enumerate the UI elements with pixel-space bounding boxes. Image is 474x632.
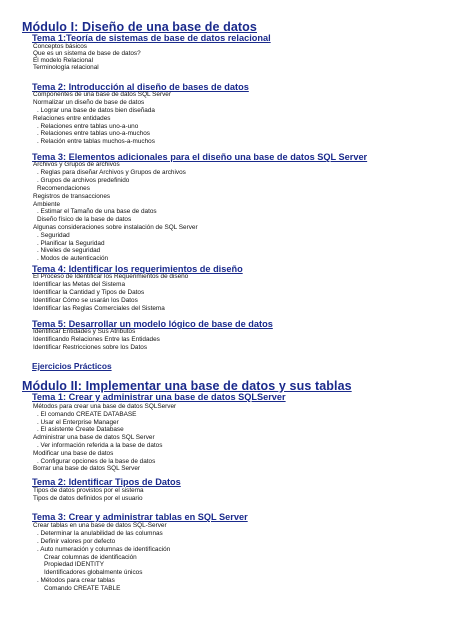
list-item: . Configurar opciones de la base de datos — [37, 457, 156, 465]
list-item: Propiedad IDENTITY — [44, 561, 105, 569]
list-item: . Estimar el Tamaño de una base de datos — [37, 208, 157, 216]
list-item: . Lograr una base de datos bien diseñada — [37, 107, 155, 114]
list-item: Métodos para crear una base de datos SQLServer — [33, 403, 177, 410]
list-item: Borrar una base de datos SQL Server — [33, 465, 141, 473]
list-item: . Auto numeración y columnas de identificación — [37, 545, 171, 553]
list-item: . Niveles de seguridad — [37, 247, 101, 255]
tema-title: Tema 3: Elementos adicionales para el diseño una base de datos SQL Server — [32, 152, 368, 162]
ejercicios-link[interactable]: Ejercicios Prácticos — [32, 361, 112, 371]
list-item: Que es un sistema de base de datos? — [33, 49, 141, 57]
list-item: Diseño físico de la base de datos — [37, 216, 132, 224]
module-title: Módulo II: Implementar una base de datos y sus tablas — [22, 379, 352, 393]
list-item: . Relación entre tablas muchos-a-muchos — [37, 138, 155, 146]
list-item: Ambiente — [33, 200, 60, 208]
list-item: . Usar el Enterprise Manager — [37, 418, 119, 426]
list-item: . Determinar la anulabilidad de las columnas — [37, 530, 163, 538]
list-item: Identificar las Metas del Sistema — [33, 281, 125, 289]
list-item: Identificadores globalmente únicos — [44, 569, 143, 577]
tema-title: Tema 5: Desarrollar un modelo lógico de base de datos — [32, 319, 273, 329]
list-item: Identificando Relaciones Entre las Entidades — [33, 336, 160, 344]
list-item: Identificar Entidades y Sus Atributos — [33, 328, 136, 336]
tema-title: Tema 1: Crear y administrar una base de datos SQLServer — [32, 392, 286, 402]
tema-title: Tema 4: Identificar los requerimientos de diseño — [32, 264, 243, 274]
list-item: Identificar las Reglas Comerciales del Sistema — [33, 304, 165, 312]
list-item: . Ver información referida a la base de datos — [37, 442, 163, 449]
list-item: . Métodos para crear tablas — [37, 577, 115, 584]
list-item: . Relaciones entre tablas uno-a-uno — [37, 122, 139, 130]
list-item: Identificar la Cantidad y Tipos de Datos — [33, 289, 145, 296]
tema-title: Tema 3: Crear y administrar tablas en SQL Server — [32, 512, 248, 522]
list-item: El Proceso de Identificar los Requerimientos de diseño — [33, 273, 189, 281]
list-item: Modificar una base de datos — [33, 449, 114, 457]
list-item: . Modos de autenticación — [37, 255, 109, 263]
list-item: Conceptos básicos — [33, 42, 87, 50]
list-item: Crear tablas en una base de datos SQL-Server — [33, 522, 167, 530]
list-item: Identificar Cómo se usarán los Datos — [33, 296, 138, 304]
list-item: . Reglas para diseñar Archivos y Grupos de archivos — [37, 169, 186, 177]
list-item: Algunas consideraciones sobre instalación de SQL Server — [33, 224, 198, 231]
tema-title: Tema 2: Identificar Tipos de Datos — [32, 477, 181, 487]
list-item: Identificar Restricciones sobre los Datos — [33, 344, 148, 351]
list-item: . El comando CREATE DATABASE — [37, 410, 137, 418]
list-item: . Seguridad — [37, 231, 70, 239]
module-title: Módulo I: Diseño de una base de datos — [22, 20, 257, 34]
list-item: Administrar una base de datos SQL Server — [33, 434, 155, 442]
list-item: . El asistente Create Database — [37, 426, 124, 434]
tema-title: Tema 1:Teoría de sistemas de base de datos relacional — [32, 33, 271, 43]
list-item: Registros de transacciones — [33, 192, 111, 200]
list-item: Normalizar un diseño de base de datos — [33, 99, 145, 107]
list-item: . Definir valores por defecto — [37, 538, 116, 545]
list-item: . Planificar la Seguridad — [37, 239, 105, 247]
list-item: Archivos y Grupos de archivos — [33, 161, 120, 169]
tema-title: Tema 2: Introducción al diseño de bases de datos — [32, 82, 249, 92]
list-item: Componentes de una base de datos SQL Server — [33, 91, 171, 99]
list-item: . Grupos de archivos predefinido — [37, 177, 130, 184]
list-item: Tipos de datos definidos por el usuario — [33, 495, 143, 503]
list-item: Terminología relacional — [33, 64, 99, 72]
list-item: Recomendaciones — [37, 185, 90, 192]
list-item: Relaciones entre entidades — [33, 114, 111, 122]
list-item: . Relaciones entre tablas uno-a-muchos — [37, 130, 150, 138]
list-item: Crear columnas de identificación — [44, 553, 137, 561]
list-item: El modelo Relacional — [33, 57, 94, 65]
list-item: Tipos de datos provistos por el sistema — [33, 487, 144, 495]
list-item: Comando CREATE TABLE — [44, 584, 121, 592]
